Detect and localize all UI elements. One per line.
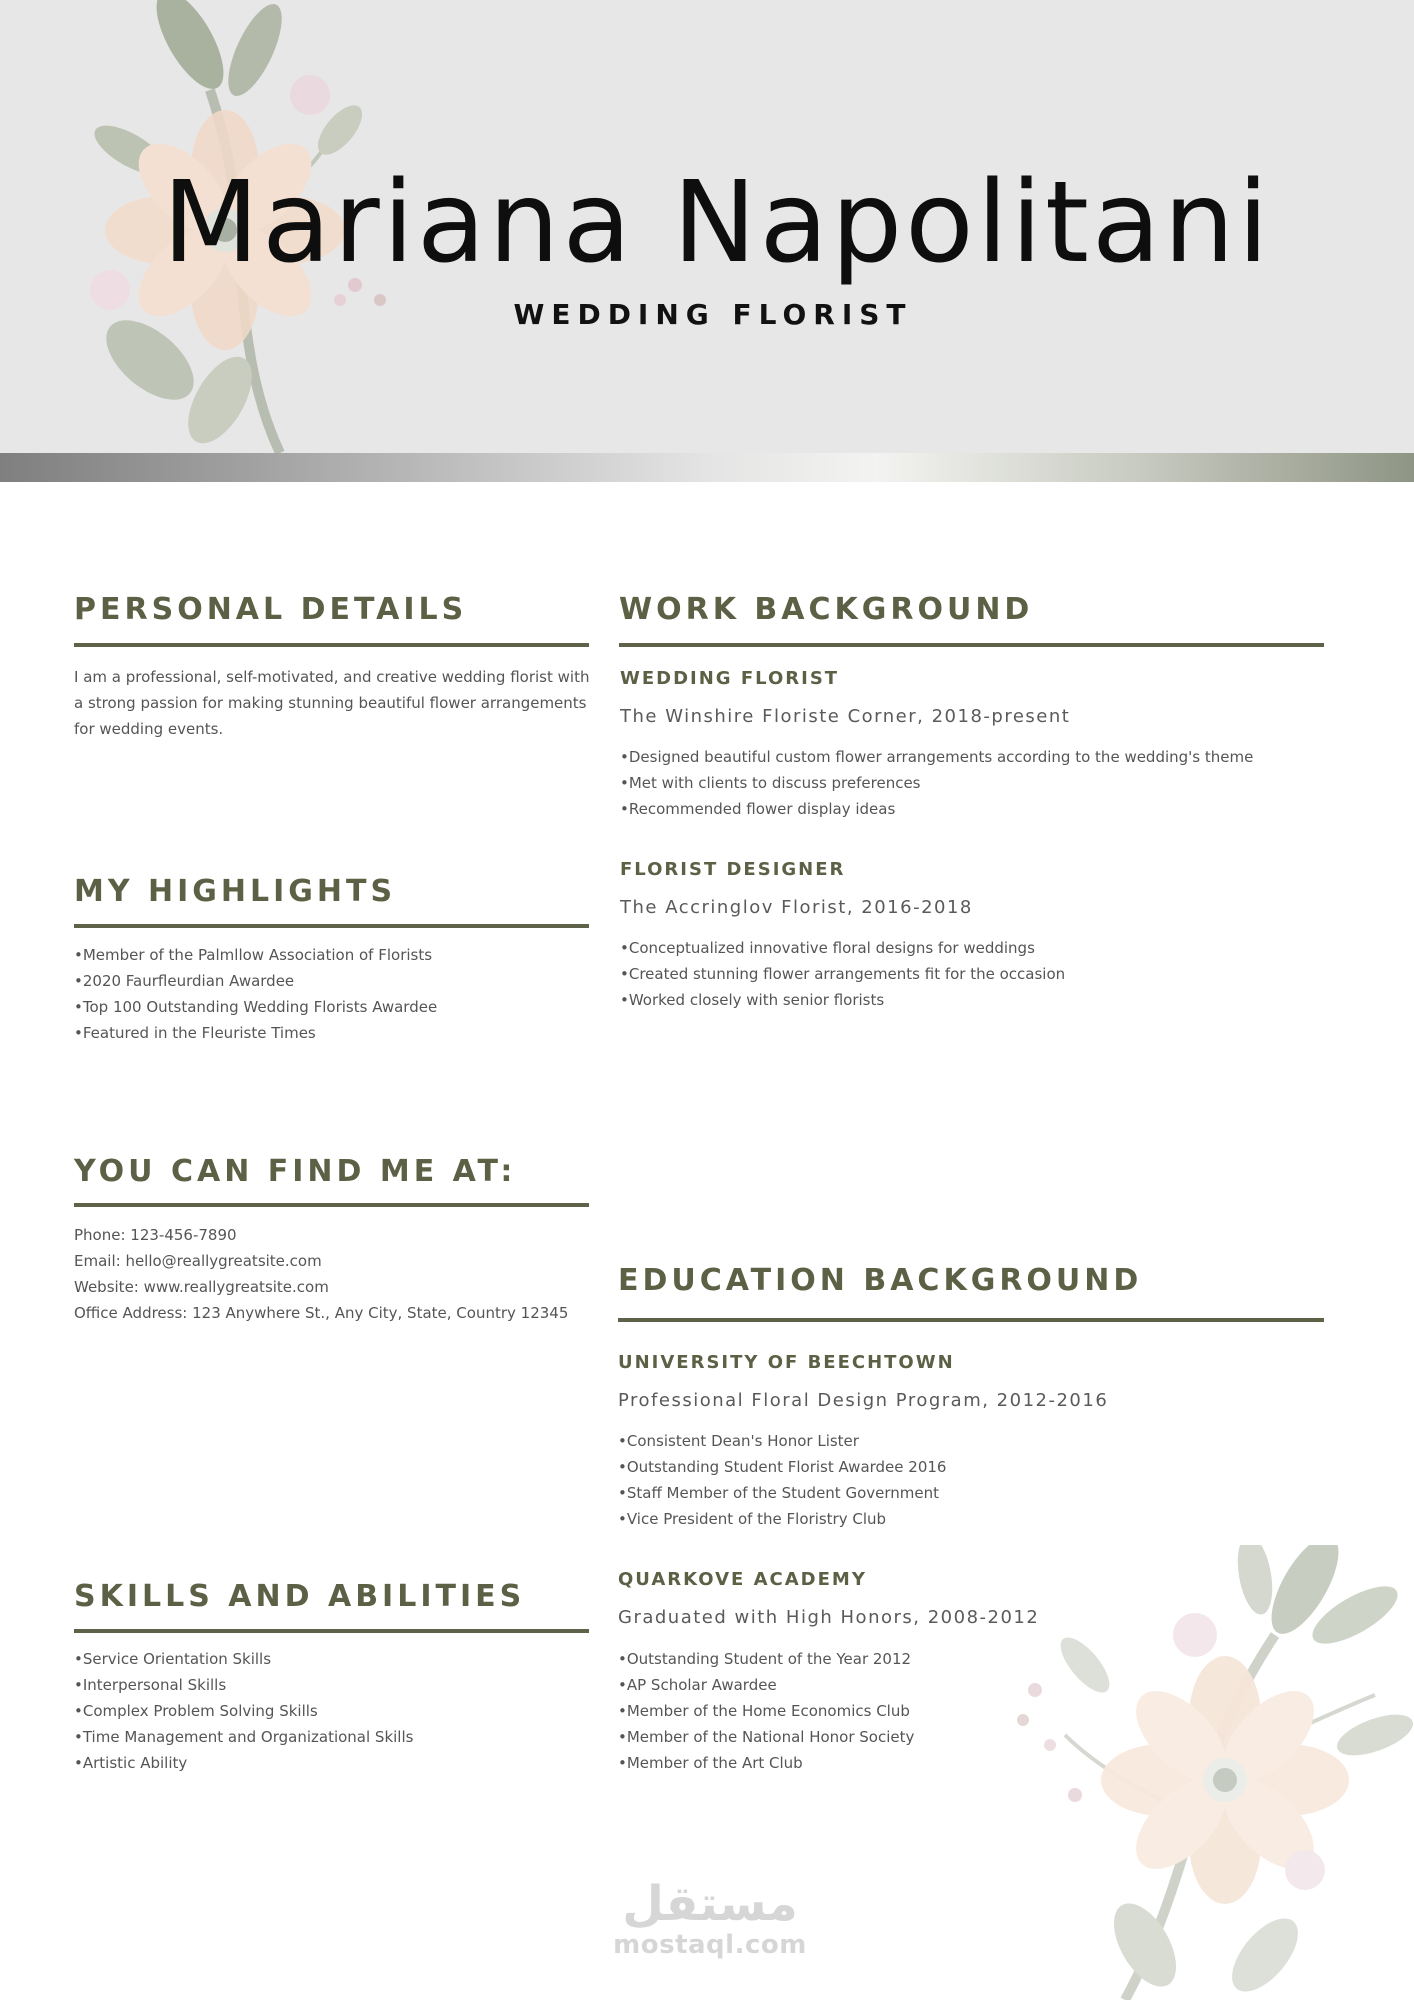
list-item: • Worked closely with senior florists <box>620 987 1065 1013</box>
contact-address: Office Address: 123 Anywhere St., Any City, State, Country 12345 <box>74 1304 569 1322</box>
list-item: • Designed beautiful custom flower arrangements according to the wedding's theme <box>620 744 1253 770</box>
job-title: FLORIST DESIGNER <box>620 859 846 880</box>
work-background-rule <box>619 643 1324 647</box>
list-item: • Member of the Art Club <box>618 1750 914 1776</box>
list-item: • Complex Problem Solving Skills <box>74 1698 413 1724</box>
job-duties-list <box>620 935 1065 1013</box>
highlights-heading: MY HIGHLIGHTS <box>74 874 397 909</box>
school-name: QUARKOVE ACADEMY <box>618 1569 867 1590</box>
list-item: • Outstanding Student Florist Awardee 2016 <box>618 1454 946 1480</box>
header-gradient-band <box>0 453 1414 482</box>
list-item: • Time Management and Organizational Skills <box>74 1724 413 1750</box>
school-name: UNIVERSITY OF BEECHTOWN <box>618 1352 955 1373</box>
school-program: Graduated with High Honors, 2008-2012 <box>618 1607 1040 1628</box>
education-rule <box>618 1318 1324 1322</box>
list-item: • 2020 Faurfleurdian Awardee <box>74 968 437 994</box>
list-item: • Conceptualized innovative floral designs for weddings <box>620 935 1065 961</box>
work-background-heading: WORK BACKGROUND <box>619 592 1034 627</box>
job-title: WEDDING FLORIST <box>620 668 840 689</box>
list-item: • Service Orientation Skills <box>74 1646 413 1672</box>
watermark <box>560 1878 860 1960</box>
list-item: • Outstanding Student of the Year 2012 <box>618 1646 914 1672</box>
skills-heading: SKILLS AND ABILITIES <box>74 1579 526 1614</box>
school-program: Professional Floral Design Program, 2012-2016 <box>618 1390 1109 1411</box>
list-item: • Vice President of the Floristry Club <box>618 1506 946 1532</box>
highlights-list <box>74 942 437 1046</box>
skills-list <box>74 1646 413 1776</box>
list-item: • Recommended flower display ideas <box>620 796 1253 822</box>
watermark-arabic: مستقل <box>622 1876 798 1932</box>
job-duties-list <box>620 744 1253 822</box>
list-item: • Top 100 Outstanding Wedding Florists Awardee <box>74 994 437 1020</box>
list-item: • Featured in the Fleuriste Times <box>74 1020 437 1046</box>
watermark-latin: mostaql.com <box>613 1930 807 1960</box>
highlights-rule <box>74 924 589 928</box>
school-achievements-list <box>618 1646 914 1776</box>
contact-block <box>74 1222 568 1326</box>
personal-details-heading: PERSONAL DETAILS <box>74 592 468 627</box>
candidate-name: Mariana Napolitani <box>162 158 1272 288</box>
school-achievements-list <box>618 1428 946 1532</box>
contact-heading: YOU CAN FIND ME AT: <box>74 1154 517 1189</box>
header-banner <box>0 0 1414 453</box>
list-item: • Created stunning flower arrangements fit for the occasion <box>620 961 1065 987</box>
list-item: • Consistent Dean's Honor Lister <box>618 1428 946 1454</box>
personal-details-body: I am a professional, self-motivated, and creative wedding florist with a strong passion for making stunning beautiful flower arrangements for wedding events. <box>74 668 590 738</box>
flower-bouquet-illustration <box>1005 1545 1414 2000</box>
education-heading: EDUCATION BACKGROUND <box>618 1263 1143 1298</box>
list-item: • Member of the National Honor Society <box>618 1724 914 1750</box>
contact-phone: Phone: 123-456-7890 <box>74 1226 237 1244</box>
job-employer: The Winshire Floriste Corner, 2018-present <box>620 706 1071 727</box>
list-item: • Interpersonal Skills <box>74 1672 413 1698</box>
candidate-role: WEDDING FLORIST <box>513 298 913 331</box>
list-item: • Member of the Palmllow Association of Florists <box>74 942 437 968</box>
list-item: • Member of the Home Economics Club <box>618 1698 914 1724</box>
contact-website: Website: www.reallygreatsite.com <box>74 1278 329 1296</box>
skills-rule <box>74 1629 589 1633</box>
job-employer: The Accringlov Florist, 2016-2018 <box>620 897 973 918</box>
list-item: • Met with clients to discuss preferences <box>620 770 1253 796</box>
contact-rule <box>74 1203 589 1207</box>
list-item: • Artistic Ability <box>74 1750 413 1776</box>
list-item: • AP Scholar Awardee <box>618 1672 914 1698</box>
list-item: • Staff Member of the Student Government <box>618 1480 946 1506</box>
personal-details-rule <box>74 643 589 647</box>
contact-email: Email: hello@reallygreatsite.com <box>74 1252 322 1270</box>
